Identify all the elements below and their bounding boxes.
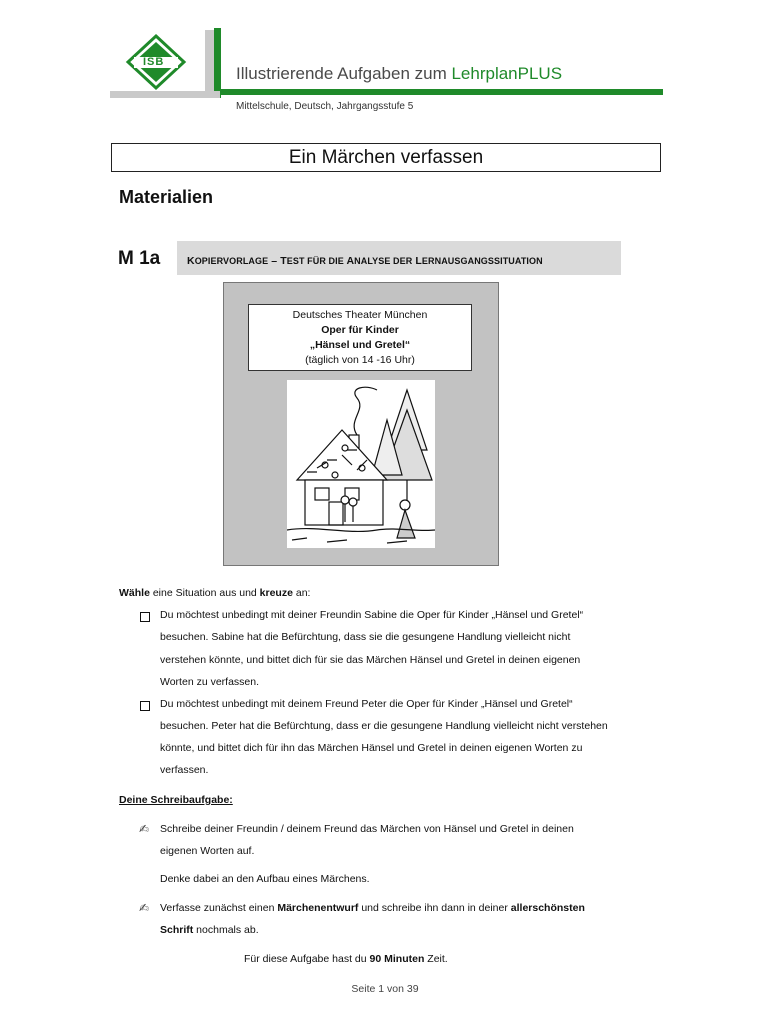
poster-card <box>248 304 472 371</box>
task-item-2-line-1: Verfasse zunächst einen Märchenentwurf und schreibe ihn dann in deiner allerschönsten <box>160 902 585 914</box>
poster-venue: Deutsches Theater München <box>292 309 428 321</box>
poster-times: (täglich von 14 -16 Uhr) <box>305 354 415 366</box>
option-2-line-3: könnte, und bittet dich für ihn das Märchen Hänsel und Gretel in deinen eigenen Worten zu <box>160 742 583 754</box>
task-item-1-line-1: Schreibe deiner Freundin / deinem Freund das Märchen von Hänsel und Gretel in deinen <box>160 823 574 835</box>
page-number: Seite 1 von 39 <box>351 983 419 995</box>
time-note: Für diese Aufgabe hast du 90 Minuten Zeit. <box>244 953 448 965</box>
logo-text: ISB <box>143 56 165 68</box>
header-title-accent: LehrplanPLUS <box>451 64 563 83</box>
option-1-line-4: Worten zu verfassen. <box>160 676 260 688</box>
task-item-2-line-2: Schrift nochmals ab. <box>160 924 259 936</box>
header-title <box>236 64 562 84</box>
option-1-line-3: verstehen könnte, und bittet dich für sie das Märchen Hänsel und Gretel in deinen eigenen <box>160 654 581 666</box>
header-rule-gray-horizontal <box>110 91 220 98</box>
instruction: Wähle eine Situation aus und kreuze an: <box>119 587 311 599</box>
illustration-haensel-gretel <box>287 380 435 548</box>
isb-logo <box>110 30 208 95</box>
material-label: KOPIERVORLAGE – TEST FÜR DIE ANALYSE DER LERNAUSGANGSSITUATION <box>187 255 543 267</box>
poster-type: Oper für Kinder <box>321 324 399 336</box>
document-title: Ein Märchen verfassen <box>111 143 661 172</box>
poster-title: „Hänsel und Gretel“ <box>309 339 411 351</box>
pen-icon: ✍ <box>139 901 150 915</box>
task-item-1-line-2: eigenen Worten auf. <box>160 845 255 857</box>
header-title-main: Illustrierende Aufgaben zum <box>236 64 452 83</box>
task-heading: Deine Schreibaufgabe: <box>119 794 233 806</box>
task-hint: Denke dabei an den Aufbau eines Märchens. <box>160 873 370 885</box>
material-id: M 1a <box>118 248 161 269</box>
section-heading: Materialien <box>119 187 214 207</box>
option-2-line-2: besuchen. Peter hat die Befürchtung, dass er die gesungene Handlung vielleicht nicht verstehen <box>160 720 608 732</box>
option-2-line-4: verfassen. <box>160 764 209 776</box>
header-rule-green-vertical <box>214 28 221 98</box>
header-rule-green-horizontal <box>221 89 663 95</box>
option-1-line-2: besuchen. Sabine hat die Befürchtung, dass sie die gesungene Handlung vielleicht nicht <box>160 631 571 643</box>
pen-icon: ✍ <box>139 822 150 836</box>
header-subtitle: Mittelschule, Deutsch, Jahrgangsstufe 5 <box>236 101 414 112</box>
checkbox-option-2[interactable] <box>140 701 150 711</box>
checkbox-option-1[interactable] <box>140 612 150 622</box>
option-1-line-1: Du möchtest unbedingt mit deiner Freundin Sabine die Oper für Kinder „Hänsel und Gretel“ <box>160 609 584 621</box>
option-2-line-1: Du möchtest unbedingt mit deinem Freund Peter die Oper für Kinder „Hänsel und Gretel“ <box>160 698 573 710</box>
